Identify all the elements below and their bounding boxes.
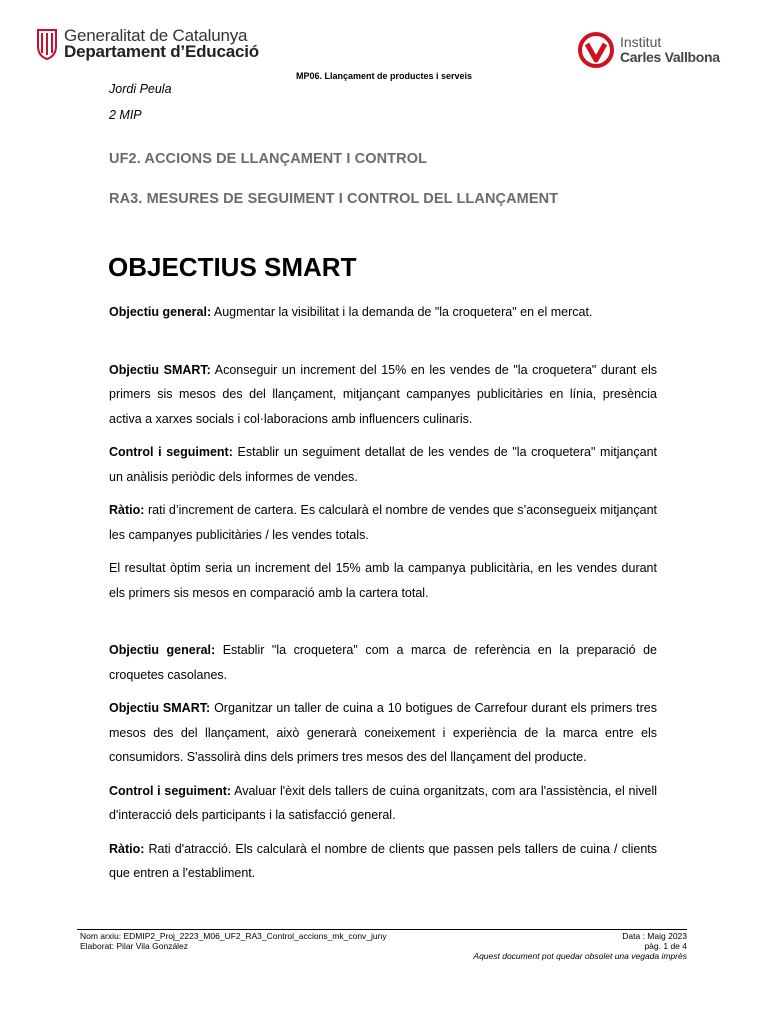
institute-emblem-icon	[578, 32, 614, 68]
text: rati d’increment de cartera. Es calcularà el nombre de vendes que s’aconsegueix mitjançant les campanyes publicitàries / les vendes totals.	[109, 503, 657, 542]
ratio-2	[109, 837, 657, 886]
gencat-emblem-icon	[36, 28, 58, 60]
label: Control i seguiment:	[109, 783, 232, 798]
footer-author: Elaborat: Pilar Vila González	[80, 941, 189, 951]
uf-heading: UF2. ACCIONS DE LLANÇAMENT I CONTROL	[109, 151, 428, 167]
objective-smart-1	[109, 358, 657, 432]
footer-page-number: pàg. 1 de 4	[644, 941, 687, 951]
department-name: Departament d’Educació	[64, 42, 259, 61]
footer-divider	[77, 929, 687, 930]
objective-general-1	[109, 300, 657, 325]
text: El resultat òptim seria un increment del 15% amb la campanya publicitària, en les vendes durant els primers sis mesos en comparació amb la cartera total.	[109, 561, 657, 600]
institute-label: Institut	[620, 34, 662, 50]
author-name: Jordi Peula	[109, 82, 172, 96]
author-group: 2 MIP	[109, 108, 142, 122]
gencat-logo	[36, 28, 259, 60]
text: Avaluar l'èxit dels tallers de cuina organitzats, com ara l'assistència, el nivell d'interacció dels participants i la satisfacció general.	[109, 783, 657, 822]
objective-general-2	[109, 638, 657, 687]
footer-left	[80, 931, 387, 951]
text: Establir "la croquetera" com a marca de referència en la preparació de croquetes casolanes.	[109, 643, 657, 682]
control-1	[109, 440, 657, 489]
text: Establir un seguiment detallat de les vendes de "la croquetera" mitjançant un anàlisis periòdic dels informes de vendes.	[109, 445, 658, 484]
ra-heading: RA3. MESURES DE SEGUIMENT I CONTROL DEL LLANÇAMENT	[109, 191, 559, 207]
page-title: OBJECTIUS SMART	[108, 252, 357, 282]
label: Objectiu SMART:	[109, 362, 211, 377]
text: Rati d'atracció. Els calcularà el nombre de clients que passen pels tallers de cuina / clients que entren a l'establiment.	[109, 841, 657, 880]
footer-disclaimer: Aquest document pot quedar obsolet una vegada imprès	[473, 951, 687, 961]
label: Objectiu general:	[109, 643, 216, 657]
document-body	[109, 300, 657, 895]
footer-filename: Nom arxiu: EDMIP2_Proj_2223_M06_UF2_RA3_Control_accions_mk_conv_juny	[80, 931, 387, 941]
label: Objectiu SMART:	[109, 701, 211, 715]
result-1	[109, 556, 657, 605]
document-header-title: MP06. Llançament de productes i serveis	[295, 71, 473, 81]
label: Objectiu general:	[109, 305, 212, 319]
footer-right	[473, 931, 687, 961]
control-2	[109, 779, 657, 828]
objective-smart-2	[109, 696, 657, 770]
institute-name: Carles Vallbona	[620, 49, 720, 65]
footer-date: Data : Maig 2023	[622, 931, 687, 941]
text: Organitzar un taller de cuina a 10 botigues de Carrefour durant els primers tres mesos des del llançament, això generarà coneixement i experiència de la marca entre els consumidors. S'assolirà dins dels primers tres mesos des del llançament del producte.	[109, 701, 657, 764]
institute-logo	[578, 32, 720, 68]
gencat-name: Generalitat de Catalunya	[64, 26, 248, 45]
label: Ràtio:	[109, 841, 145, 856]
ratio-1	[109, 498, 657, 547]
text: Aconseguir un increment del 15% en les vendes de "la croquetera" durant els primers sis mesos des del llançament, mitjançant campanyes publicitàries en línia, presència activa a xarxes socials i col·laboracions amb influencers culinaris.	[109, 362, 657, 426]
label: Ràtio:	[109, 503, 145, 517]
text: Augmentar la visibilitat i la demanda de "la croquetera" en el mercat.	[211, 305, 593, 319]
label: Control i seguiment:	[109, 445, 233, 459]
